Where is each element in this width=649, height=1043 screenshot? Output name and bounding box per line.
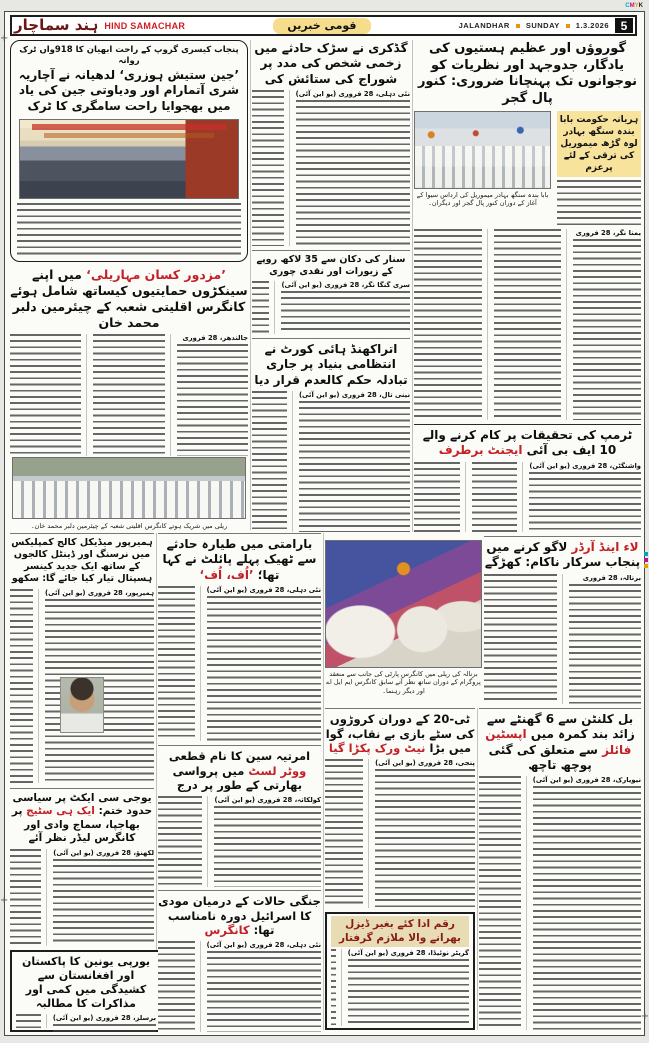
sukhu-portrait-photo bbox=[60, 677, 104, 733]
bullet-icon bbox=[566, 24, 570, 28]
article-uttarakhand-hc bbox=[252, 338, 410, 532]
photo-caption: برنالہ کی ریلی میں کانگرس پارٹی کی جانب سے منعقد پروگرام کے دوران ساتھ نظر آتے سابق کانگرس ایم ایل اے اور دیگر رہنما۔ bbox=[326, 670, 481, 695]
body-text bbox=[16, 1014, 41, 1028]
article-kicker: پنجاب کیسری گروپ کے راحت ابھیان کا 918واں ٹرک روانہ bbox=[19, 45, 239, 66]
photo-caption: بابا بندہ سنگھ بہادر میموریل کی ارداس سیوا کے آغاز کے دوران کنور پال گجر اور دیگران۔ bbox=[416, 190, 549, 207]
body-text bbox=[529, 472, 641, 532]
body-text bbox=[557, 180, 641, 226]
column-rule bbox=[412, 40, 413, 532]
dateline: یمنا نگر، 28 فروری bbox=[575, 229, 641, 238]
headline-highlight: ایک ہی سٹیج bbox=[26, 805, 95, 818]
column-rule bbox=[477, 708, 478, 1030]
headline-highlight: ووٹر لسٹ bbox=[248, 763, 307, 778]
dateline: نینی تال، 28 فروری (یو این آئی) bbox=[298, 391, 410, 400]
body-text bbox=[158, 586, 195, 741]
article-eu-pakistan bbox=[10, 950, 162, 1032]
body-text bbox=[325, 759, 363, 908]
body-text bbox=[158, 941, 195, 1032]
city-label: JALANDHAR bbox=[458, 21, 510, 30]
article-headline: ہمیرپور میڈیکل کالج کمپلیکس میں نرسنگ اور ڈینٹل کالجوں کے ساتھ ایک جدید کینسر ہسپتال تیار کیا جائے گا: سکھو bbox=[11, 537, 153, 585]
body-text bbox=[375, 769, 475, 908]
body-text bbox=[252, 281, 269, 334]
body-text bbox=[53, 859, 154, 946]
body-text bbox=[177, 344, 248, 456]
highlighted-headline: رقم ادا کئے بغیر ڈیزل بھرانے والا ملازم گرفتار bbox=[331, 916, 469, 947]
rally-photo-block bbox=[325, 540, 482, 704]
headline-highlight: ’مزدور کسان مہاریلی‘ bbox=[86, 267, 227, 282]
ardas-ceremony-photo bbox=[414, 111, 551, 189]
article-headline: امرتیہ سین کا نام قطعی bbox=[168, 749, 311, 763]
body-text bbox=[331, 949, 336, 1026]
body-text bbox=[252, 90, 284, 246]
column-rule bbox=[323, 533, 324, 1030]
article-mazdoor-rally bbox=[10, 266, 248, 530]
brand-name-english: HIND SAMACHAR bbox=[104, 20, 186, 31]
article-headline: میں اپنے سینکڑوں حمایتیوں کیساتھ شامل ہوئے کانگرس اقلیتی شعبہ کے چیئرمین دلبر محمد خان bbox=[10, 267, 248, 330]
article-guru-memorial bbox=[414, 40, 641, 420]
article-diesel-arrest bbox=[325, 912, 475, 1030]
article-headline: جنگی حالات کے درمیان مودی کا اسرائیل دورہ نامناسب تھا: bbox=[158, 894, 321, 938]
article-fbi-agents bbox=[414, 424, 641, 532]
body-text bbox=[17, 203, 241, 259]
article-headline: پر بھاجپا، سماج وادی اور کانگرس لیڈر نظر آئے bbox=[11, 805, 140, 845]
page-number: 5 bbox=[615, 18, 633, 33]
article-amartya-sen bbox=[158, 745, 321, 887]
article-headline: گڈکری نے سڑک حادثے میں زخمی شخص کی مدد پر شوراج کی ستائش کی bbox=[254, 41, 408, 86]
body-text bbox=[296, 100, 410, 246]
congress-rally-photo bbox=[325, 540, 482, 668]
article-jewelry-theft bbox=[252, 250, 410, 334]
article-headline: گوروؤں اور عظیم ہستیوں کی یادگار، جدوجہد اور نظریات کو نوجوانوں تک پہنچانا ضروری: کنور پال گجر bbox=[417, 41, 638, 106]
dateline: لکھنؤ، 28 فروری (یو این آئی) bbox=[53, 848, 154, 857]
article-hamirpur-hospital bbox=[10, 533, 154, 783]
photo-caption: ریلی میں شریک ہوتے کانگرس اقلیتی شعبہ کے چیئرمین دلبر محمد خان۔ bbox=[30, 522, 228, 530]
article-clinton-epstein bbox=[479, 708, 641, 1030]
brand-name-urdu: ہند سماچار bbox=[13, 16, 99, 34]
body-text bbox=[214, 806, 321, 887]
registration-cross-icon: + bbox=[640, 1011, 649, 1022]
dateline: پنجی، 28 فروری (یو این آئی) bbox=[375, 759, 475, 768]
article-ugc-act bbox=[10, 788, 154, 946]
body-text bbox=[533, 786, 641, 1030]
body-text bbox=[348, 959, 469, 1026]
day-label: SUNDAY bbox=[525, 21, 560, 30]
headline-highlight: لاء اینڈ آرڈر bbox=[571, 540, 639, 554]
bullet-icon bbox=[516, 24, 520, 28]
dateline: کولکاتہ، 28 فروری (یو این آئی) bbox=[214, 796, 321, 805]
article-headline: سنار کی دکان سے 35 لاکھ روپے کے زیورات اور نقدی چوری bbox=[256, 254, 406, 278]
body-text bbox=[569, 584, 642, 704]
cmyk-printers-mark: CMYK bbox=[625, 3, 643, 9]
body-text bbox=[281, 291, 410, 334]
color-calibration-dot bbox=[644, 552, 648, 556]
body-text bbox=[207, 596, 321, 741]
body-text bbox=[252, 391, 287, 532]
article-headline: ٹی-20 کے دوران کروڑوں کی سٹے بازی بے نقاب، گوا میں بڑا bbox=[325, 712, 475, 756]
body-text bbox=[53, 1024, 156, 1032]
headline-highlight: کانگرس bbox=[204, 923, 250, 938]
article-gadkari bbox=[252, 40, 410, 246]
dateline: گریٹر نوئیڈا، 28 فروری (یو این آئی) bbox=[347, 949, 469, 958]
color-calibration-dot bbox=[644, 564, 648, 568]
body-text bbox=[158, 796, 202, 887]
color-calibration-dot bbox=[644, 558, 648, 562]
article-kharge bbox=[484, 536, 641, 704]
body-text bbox=[299, 401, 410, 532]
masthead-bar bbox=[10, 15, 637, 36]
article-headline: یورپی یونین کا پاکستان اور افغانستان سے کشیدگی میں کمی اور مذاکرات کا مطالبہ bbox=[21, 955, 151, 1011]
article-headline: یوجی سی ایکٹ پر سیاسی حدود ختم: bbox=[12, 792, 153, 818]
article-t20-betting bbox=[325, 708, 475, 908]
dateline: ہمیرپور، 28 فروری (یو این آئی) bbox=[45, 588, 154, 597]
body-text bbox=[207, 951, 321, 1032]
headline-highlight: اپسٹین فائلز bbox=[485, 727, 632, 757]
column-rule bbox=[250, 40, 251, 530]
body-text bbox=[10, 334, 81, 456]
body-text bbox=[414, 462, 460, 532]
body-text bbox=[472, 462, 518, 532]
highlighted-subhead: ہریانہ حکومت بابا بندہ سنگھ بہادر لوہ گڑھ میموریل کی ترقی کے لئے پرعزم bbox=[557, 111, 641, 178]
dateline: سری گنگا نگر، 28 فروری (یو این آئی) bbox=[281, 281, 410, 290]
registration-cross-icon: + bbox=[0, 895, 9, 906]
article-headline: ’جین ستیش ہوزری‘ لدھیانہ نے آچاریہ شری آتمارام اور ودیاوتی جین کی یاد میں بھجوایا راحت سامگری کا ٹرک bbox=[18, 68, 240, 113]
article-headline: میں پرواسی بھارتی کے طور پر درج bbox=[172, 763, 303, 793]
article-headline: بل کلنٹن سے 6 گھنٹے سے زائد بند کمرہ میں bbox=[486, 712, 635, 742]
headline-highlight: ’اُف، اُف‘ bbox=[199, 567, 254, 582]
body-text bbox=[10, 849, 41, 946]
section-title: قومی خبریں bbox=[273, 18, 370, 34]
dateline: واشنگٹن، 28 فروری (یو این آئی) bbox=[529, 461, 641, 470]
body-text bbox=[494, 229, 562, 420]
body-text bbox=[93, 334, 164, 456]
article-baramati-pilot bbox=[158, 533, 321, 741]
body-text bbox=[484, 574, 557, 704]
article-headline: لاگو کرنے میں پنجاب سرکار ناکام: کھڑگے bbox=[484, 540, 641, 570]
rally-group-photo bbox=[12, 457, 246, 519]
registration-cross-icon: + bbox=[0, 33, 9, 44]
headline-highlight: نیٹ ورک پکڑا گیا bbox=[328, 741, 426, 756]
dateline: نیویارک، 28 فروری (یو این آئی) bbox=[532, 776, 641, 785]
article-headline: ٹرمپ کی تحقیقات پر کام کرنے والے 10 ایف بی آئی bbox=[422, 428, 633, 458]
article-headline: بارامتی میں طیارہ حادثے سے ٹھیک پہلے پائلٹ نے کہا تھا؛ bbox=[162, 537, 317, 582]
subhead-column bbox=[557, 111, 641, 227]
article-relief-truck bbox=[10, 40, 248, 262]
dateline: برسلز، 28 فروری (یو این آئی) bbox=[52, 1014, 156, 1023]
dateline: برنالہ، 28 فروری bbox=[582, 573, 641, 582]
headline-highlight: ایجنٹ برطرف bbox=[438, 443, 523, 458]
body-text bbox=[414, 229, 482, 420]
article-headline: سے متعلق کی گئی پوچھ تاچھ bbox=[488, 742, 603, 773]
dateline: جالندھر، 28 فروری bbox=[182, 334, 248, 342]
body-text bbox=[573, 239, 641, 420]
dateline: نئی دہلی، 28 فروری (یو این آئی) bbox=[206, 586, 321, 595]
truck-group-photo bbox=[19, 119, 239, 199]
article-headline: اتراکھنڈ ہائی کورٹ نے انتظامی بنیاد پر جاری تبادلہ حکم کالعدم قرار دیا bbox=[254, 342, 408, 387]
body-text bbox=[10, 589, 33, 783]
article-modi-israel bbox=[158, 890, 321, 1032]
date-label: 1.3.2026 bbox=[575, 21, 609, 30]
dateline: نئی دہلی، 28 فروری (یو این آئی) bbox=[295, 90, 410, 99]
body-text bbox=[479, 776, 521, 1030]
dateline: نئی دہلی، 28 فروری (یو این آئی) bbox=[206, 941, 321, 950]
